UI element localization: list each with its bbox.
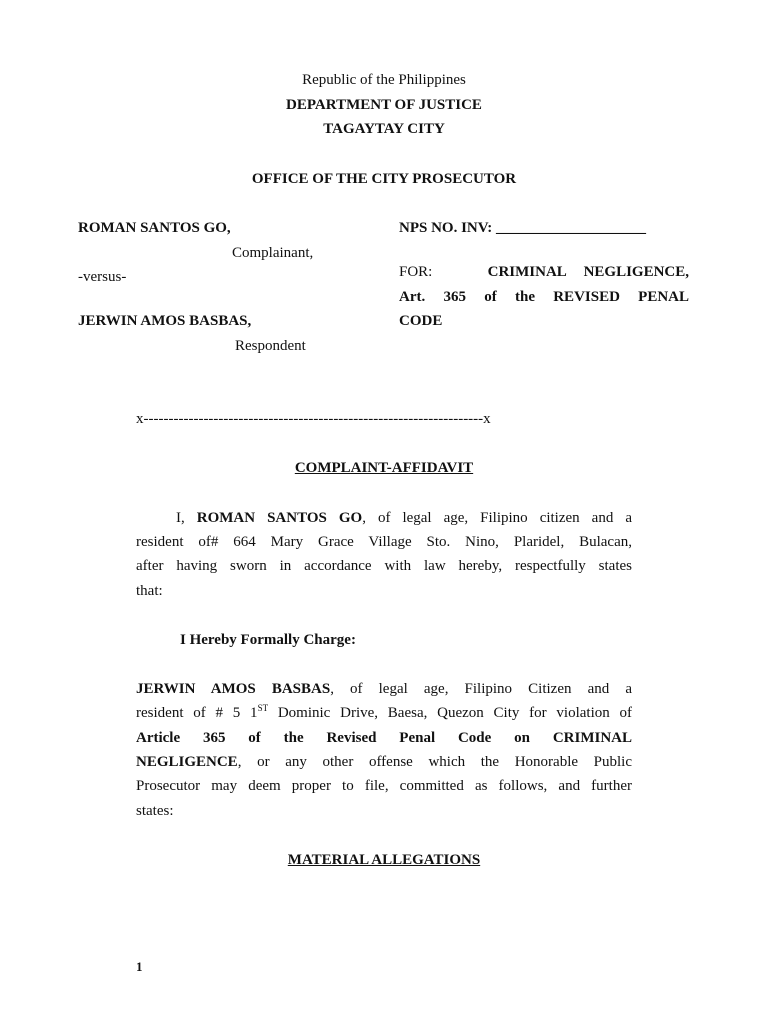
for-line-1 — [399, 264, 689, 281]
versus-label: -versus- — [78, 269, 127, 285]
nps-blank: ____________________ — [495, 220, 646, 236]
charge-heading: I Hereby Formally Charge: — [180, 632, 356, 648]
charge-line-5: Prosecutor may deem proper to file, committed as follows, and further — [136, 778, 632, 794]
affiant-name: ROMAN SANTOS GO — [196, 510, 363, 526]
charge-line-4: NEGLIGENCE, or any other offense which the Honorable Public — [136, 754, 632, 770]
complainant-role: Complainant, — [232, 245, 314, 261]
respondent-role: Respondent — [235, 338, 306, 354]
nps-label: NPS NO. INV: — [399, 220, 493, 236]
header-office: OFFICE OF THE CITY PROSECUTOR — [251, 171, 517, 187]
charge-line-3: Article 365 of the Revised Penal Code on CRIMINAL — [136, 730, 632, 746]
header-department: DEPARTMENT OF JUSTICE — [286, 97, 482, 113]
charge-line-2: resident of # 5 1ST Dominic Drive, Baesa, Quezon City for violation of — [136, 703, 632, 721]
document-title: COMPLAINT-AFFIDAVIT — [294, 460, 474, 476]
charge-line-1: JERWIN AMOS BASBAS, of legal age, Filipino Citizen and a — [136, 681, 632, 697]
respondent-name: JERWIN AMOS BASBAS, — [78, 313, 252, 329]
intro-line-4: that: — [136, 583, 163, 599]
respondent-name-inline: JERWIN AMOS BASBAS — [136, 681, 331, 697]
intro-line-3: after having sworn in accordance with law hereby, respectfully states — [136, 558, 632, 574]
header-city: TAGAYTAY CITY — [323, 121, 445, 137]
complainant-name: ROMAN SANTOS GO, — [78, 220, 231, 236]
separator-line: x--------------------------------------------------------------------x — [136, 411, 491, 427]
for-line-2: Art. 365 of the REVISED PENAL — [399, 289, 689, 305]
intro-line-2: resident of# 664 Mary Grace Village Sto. Nino, Plaridel, Bulacan, — [136, 534, 632, 550]
header-republic: Republic of the Philippines — [302, 72, 466, 88]
charge-line-6: states: — [136, 803, 174, 819]
section-heading: MATERIAL ALLEGATIONS — [287, 852, 481, 868]
for-offense: CRIMINAL NEGLIGENCE, — [487, 264, 690, 280]
intro-line-1: I, ROMAN SANTOS GO, of legal age, Filipino citizen and a — [176, 510, 632, 526]
for-line-3: CODE — [399, 313, 443, 329]
nps-number — [399, 220, 646, 237]
for-label: FOR: — [399, 264, 433, 280]
page-number: 1 — [136, 959, 143, 974]
